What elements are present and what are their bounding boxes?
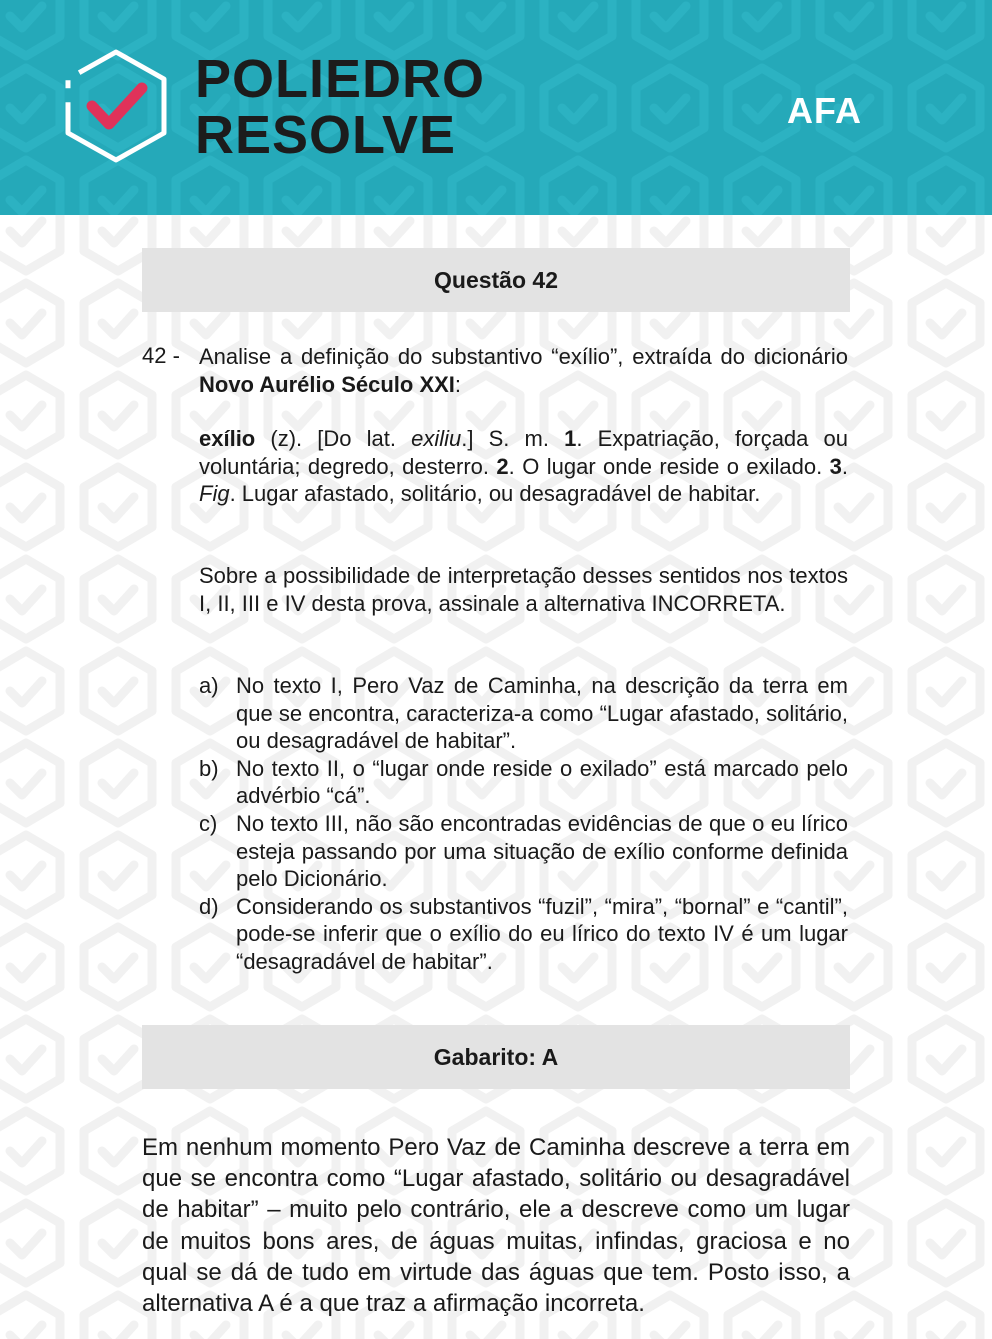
option-letter: b) [199, 755, 219, 781]
sense-number: 3 [829, 453, 842, 479]
main-content [0, 215, 992, 1339]
option-letter: a) [199, 673, 219, 698]
check-hexagon-icon [62, 48, 170, 164]
definition-text: (z). [Do lat. [255, 426, 412, 451]
intro-text: Analise a definição do substantivo “exílio”, extraída do dicionário [199, 344, 848, 369]
question-intro [199, 343, 848, 398]
definition-text: . O lugar onde reside o exilado. [508, 453, 830, 479]
dictionary-definition [199, 425, 848, 508]
option-c [199, 810, 848, 893]
question-number: 42 - [142, 343, 180, 368]
definition-text: .] S. m. [461, 426, 565, 451]
brand-line-1: POLIEDRO [195, 49, 486, 109]
sense-number: 1 [564, 426, 577, 451]
dictionary-name: Novo Aurélio Século XXI [199, 371, 455, 397]
sense-number: 2 [496, 453, 509, 479]
options-list [199, 672, 848, 976]
option-letter: c) [199, 810, 218, 836]
option-text: No texto III, não são encontradas evidências de que o eu lírico esteja passando por uma situação de exílio conforme definida pelo Dicionário. [236, 810, 848, 892]
question-title: Questão 42 [434, 266, 558, 293]
definition-fig-label: Fig [199, 481, 230, 507]
definition-text: . Lugar afastado, solitário, ou desagradável de habitar. [229, 481, 761, 507]
answer-key-title: Gabarito: A [433, 1043, 559, 1070]
option-letter: d) [199, 893, 219, 919]
brand-line-2: RESOLVE [195, 105, 457, 165]
brand-logo-text [195, 49, 486, 165]
question-prompt: Sobre a possibilidade de interpretação desses sentidos nos textos I, II, III e IV desta prova, assinale a alternativa INCORRETA. [199, 563, 848, 616]
option-a [199, 672, 848, 755]
answer-key-bar [142, 1025, 850, 1089]
question-title-bar [142, 248, 850, 312]
answer-explanation: Em nenhum momento Pero Vaz de Caminha descreve a terra em que se encontra como “Lugar afastado, solitário ou desagradável de habitar” – muito pelo contrário, ele a descreve como um lugar de muitos bons ares, de águas muitas, infindas, graciosa e no qual se dá de tudo em virtude das águas que tem. Posto isso, a alternativa A é a que traz a afirmação incorreta. [142, 1134, 850, 1318]
option-b [199, 755, 848, 810]
exam-name: AFA [787, 90, 862, 131]
option-text: No texto II, o “lugar onde reside o exilado” está marcado pelo advérbio “cá”. [236, 755, 848, 809]
intro-end: : [454, 371, 462, 397]
option-text: Considerando os substantivos “fuzil”, “mira”, “bornal” e “cantil”, pode-se inferir que o exílio do eu lírico do texto IV é um lugar “desagradável de habitar”. [236, 893, 848, 974]
option-text: No texto I, Pero Vaz de Caminha, na descrição da terra em que se encontra, caracteriza-a como “Lugar afastado, solitário, ou desagradável de habitar”. [236, 673, 848, 754]
definition-headword: exílio [199, 426, 256, 451]
definition-text: . Expatriação, forçada ou voluntária; degredo, desterro. [199, 426, 848, 479]
definition-etymology: exiliu [411, 426, 462, 451]
header [0, 0, 992, 215]
option-d [199, 893, 848, 976]
definition-text: . [841, 453, 849, 479]
